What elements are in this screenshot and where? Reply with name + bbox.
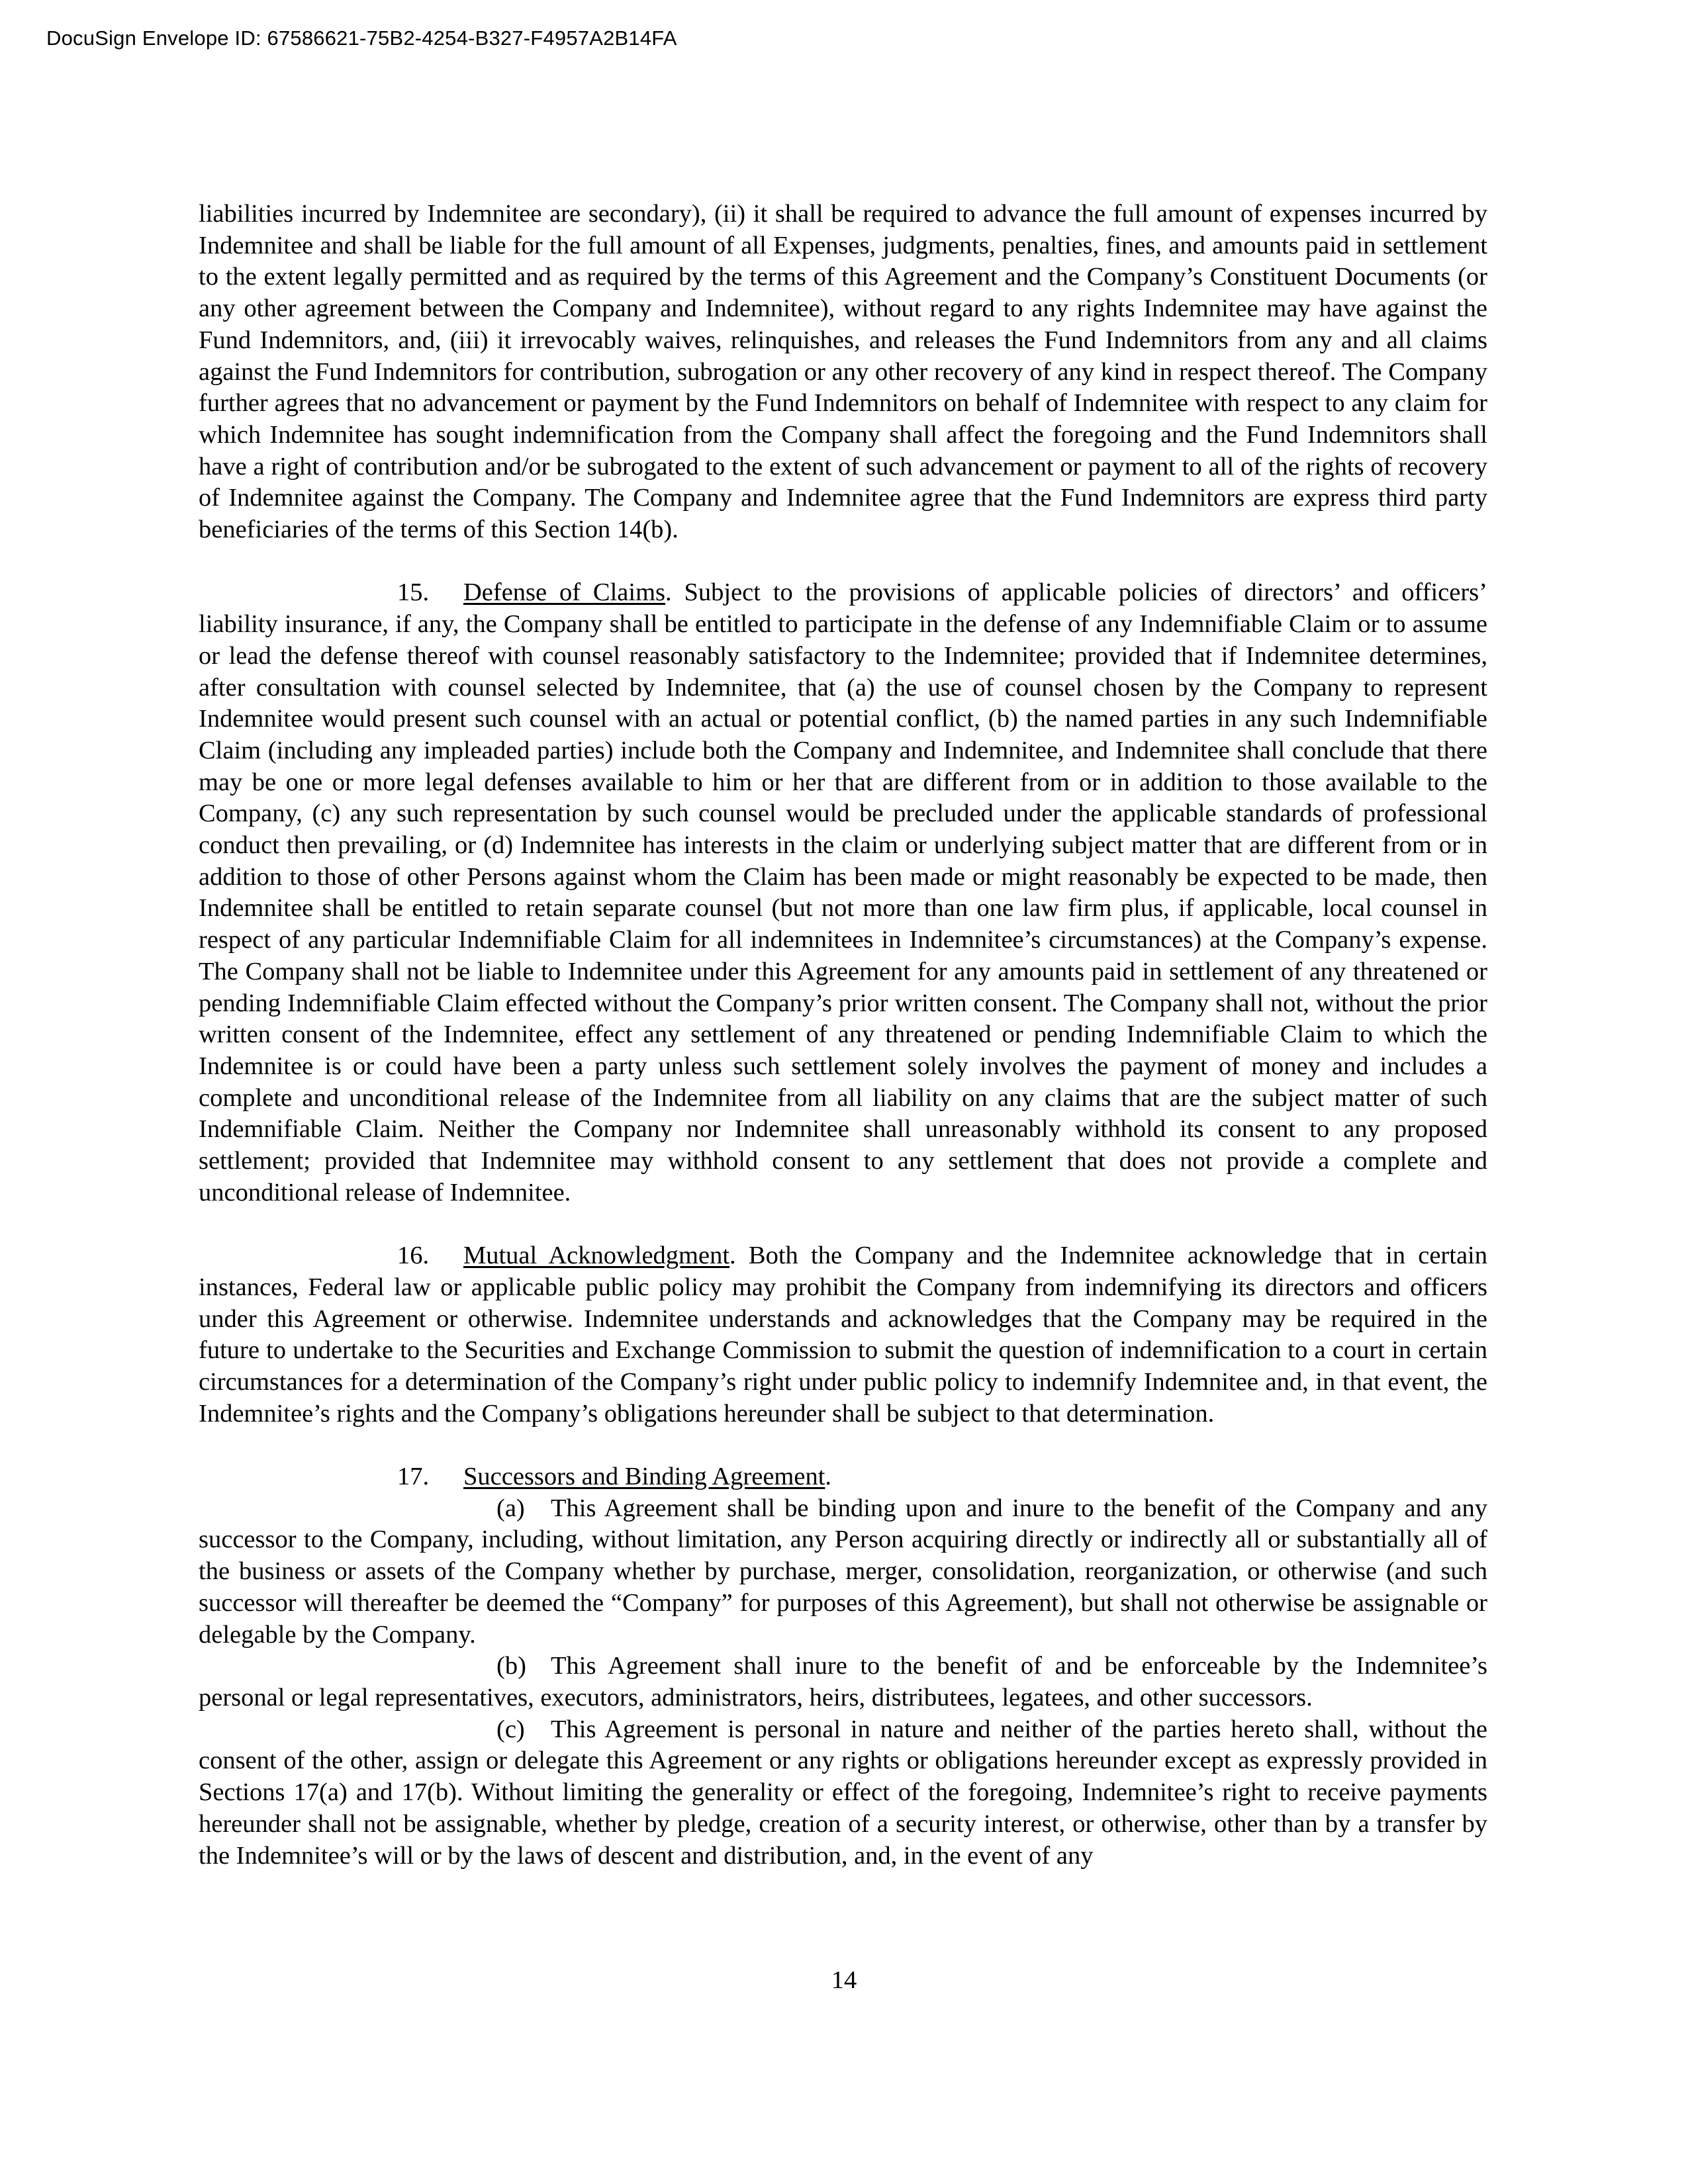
docusign-envelope-id: DocuSign Envelope ID: 67586621-75B2-4254-B327-F4957A2B14FA xyxy=(46,26,677,50)
section-17-heading-line xyxy=(199,1461,1487,1493)
section-17-body: . xyxy=(825,1463,832,1491)
section-17-heading: Successors and Binding Agreement xyxy=(463,1463,825,1491)
section-17b-paragraph xyxy=(199,1651,1487,1713)
section-15-heading: Defense of Claims xyxy=(463,578,665,607)
page-number: 14 xyxy=(831,1966,857,1994)
section-17a-paragraph xyxy=(199,1493,1487,1651)
section-17c-text: This Agreement is personal in nature and neither of the parties hereto shall, without the consent of the other, assign or delegate this Agreement or any rights or obligations hereunder except as expressly provided in Sections 17(a) and 17(b). Without limiting the generality or effect of the foregoing, Indemnitee’s right to receive payments hereunder shall not be assignable, whether by pledge, creation of a security interest, or otherwise, other than by a transfer by the Indemnitee’s will or by the laws of descent and distribution, and, in the event of any xyxy=(199,1715,1487,1870)
section-16-body: . Both the Company and the Indemnitee acknowledge that in certain instances, Federal law or applicable public policy may prohibit the Company from indemnifying its directors and officers under this Agreement or otherwise. Indemnitee understands and acknowledges that the Company may be required in the future to undertake to the Securities and Exchange Commission to submit the question of indemnification to a court in certain circumstances for a determination of the Company’s right under public policy to indemnify Indemnitee and, in that event, the Indemnitee’s rights and the Company’s obligations hereunder shall be subject to that determination. xyxy=(199,1242,1487,1428)
section-15-body: . Subject to the provisions of applicable policies of directors’ and officers’ liability insurance, if any, the Company shall be entitled to participate in the defense of any Indemnifiable Claim or to assume or lead the defense thereof with counsel reasonably satisfactory to the Indemnitee; provided that if Indemnitee determines, after consultation with counsel selected by Indemnitee, that (a) the use of counsel chosen by the Company to represent Indemnitee would present such counsel with an actual or potential conflict, (b) the named parties in any such Indemnifiable Claim (including any impleaded parties) include both the Company and Indemnitee, and Indemnitee shall conclude that there may be one or more legal defenses available to him or her that are different from or in addition to those available to the Company, (c) any such representation by such counsel would be precluded under the applicable standards of professional conduct then prevailing, or (d) Indemnitee has interests in the claim or underlying subject matter that are different from or in addition to those of other Persons against whom the Claim has been made or might reasonably be expected to be made, then Indemnitee shall be entitled to retain separate counsel (but not more than one law firm plus, if applicable, local counsel in respect of any particular Indemnifiable Claim for all indemnitees in Indemnitee’s circumstances) at the Company’s expense. The Company shall not be liable to Indemnitee under this Agreement for any amounts paid in settlement of any threatened or pending Indemnifiable Claim effected without the Company’s prior written consent. The Company shall not, without the prior written consent of the Indemnitee, effect any settlement of any threatened or pending Indemnifiable Claim to which the Indemnitee is or could have been a party unless such settlement solely involves the payment of money and includes a complete and unconditional release of the Indemnitee from all liability on any claims that are the subject matter of such Indemnifiable Claim. Neither the Company nor Indemnitee shall unreasonably withhold its consent to any proposed settlement; provided that Indemnitee may withhold consent to any settlement that does not provide a complete and unconditional release of Indemnitee. xyxy=(199,578,1487,1206)
section-17a-text: This Agreement shall be binding upon and inure to the benefit of the Company and any successor to the Company, including, without limitation, any Person acquiring directly or indirectly all or substantially all of the business or assets of the Company whether by purchase, merger, consolidation, reorganization, or otherwise (and such successor will thereafter be deemed the “Company” for purposes of this Agreement), but shall not otherwise be assignable or delegable by the Company. xyxy=(199,1494,1487,1649)
document-body xyxy=(199,199,1487,1872)
section-17c-paragraph xyxy=(199,1714,1487,1872)
section-17-number: 17. xyxy=(397,1463,430,1491)
section-15-number: 15. xyxy=(397,578,430,607)
section-17a-label: (a) xyxy=(496,1494,525,1522)
continuation-paragraph: liabilities incurred by Indemnitee are secondary), (ii) it shall be required to advance the full amount of expenses incurred by Indemnitee and shall be liable for the full amount of all Expenses, judgments, penalties, fines, and amounts paid in settlement to the extent legally permitted and as required by the terms of this Agreement and the Company’s Constituent Documents (or any other agreement between the Company and Indemnitee), without regard to any rights Indemnitee may have against the Fund Indemnitors, and, (iii) it irrevocably waives, relinquishes, and releases the Fund Indemnitors from any and all claims against the Fund Indemnitors for contribution, subrogation or any other recovery of any kind in respect thereof. The Company further agrees that no advancement or payment by the Fund Indemnitors on behalf of Indemnitee with respect to any claim for which Indemnitee has sought indemnification from the Company shall affect the foregoing and the Fund Indemnitors shall have a right of contribution and/or be subrogated to the extent of such advancement or payment to all of the rights of recovery of Indemnitee against the Company. The Company and Indemnitee agree that the Fund Indemnitors are express third party beneficiaries of the terms of this Section 14(b). xyxy=(199,200,1487,544)
section-15-paragraph xyxy=(199,577,1487,1208)
section-17b-label: (b) xyxy=(496,1652,526,1680)
section-16-paragraph xyxy=(199,1240,1487,1430)
section-16-number: 16. xyxy=(397,1242,430,1270)
section-17c-label: (c) xyxy=(496,1715,525,1743)
section-16-heading: Mutual Acknowledgment xyxy=(463,1242,730,1270)
section-17b-text: This Agreement shall inure to the benefit of and be enforceable by the Indemnitee’s personal or legal representatives, executors, administrators, heirs, distributees, legatees, and other successors. xyxy=(199,1652,1487,1711)
